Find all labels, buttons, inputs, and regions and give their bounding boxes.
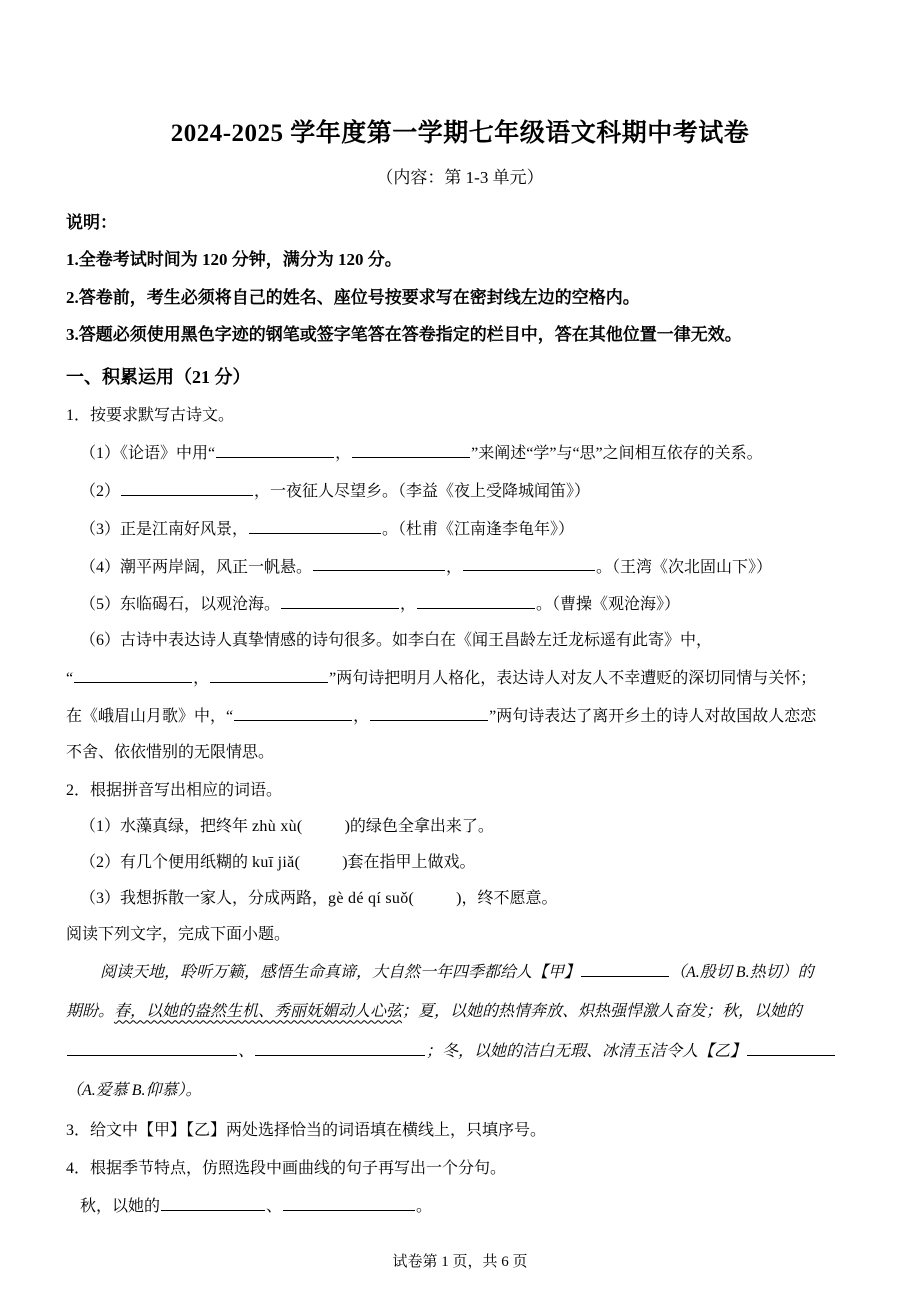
item-text-post: )的绿色全拿出来了。 <box>344 817 494 835</box>
reading-passage-line-4: （A.爱慕 B.仰慕）。 <box>66 1082 202 1100</box>
question-3-text: 给文中【甲】【乙】两处选择恰当的词语填在横线上，只填序号。 <box>90 1121 547 1139</box>
question-1-item-3 <box>66 504 854 542</box>
question-2-item-1 <box>66 803 854 839</box>
answer-blank[interactable] <box>249 516 381 534</box>
answer-blank[interactable] <box>370 703 488 721</box>
item-label: （2） <box>80 482 121 500</box>
question-4-answer-line <box>66 1181 854 1219</box>
answer-blank-yi[interactable] <box>747 1038 835 1056</box>
question-2-stem <box>66 765 854 803</box>
passage-text-b: ；夏，以她的热情奔放、炽热强悍激人奋发；秋，以她的 <box>402 1003 803 1021</box>
item-text-pre: 在《峨眉山月歌》中，“ <box>66 707 234 725</box>
reading-passage-line-3 <box>66 1026 854 1066</box>
question-2-text: 根据拼音写出相应的词语。 <box>90 781 283 799</box>
notice-line-1: 1.全卷考试时间为 120 分钟，满分为 120 分。 <box>66 250 402 270</box>
answer-line-post: 。 <box>416 1197 433 1215</box>
item-text-mid: ， <box>353 707 370 725</box>
answer-blank[interactable] <box>417 591 535 609</box>
question-1-item-6-line-3 <box>66 691 854 729</box>
pinyin-text: zhù xù( <box>252 817 303 835</box>
question-2-item-2 <box>66 839 854 875</box>
answer-blank[interactable] <box>313 554 445 572</box>
answer-blank[interactable] <box>67 1038 237 1056</box>
item-text-pre: 潮平两岸阔，风正一帆悬。 <box>120 558 313 576</box>
question-1-number: 1． <box>66 407 91 425</box>
question-3-number: 3． <box>66 1121 91 1139</box>
question-1-item-6-line-4: 不舍、依依惜别的无限情思。 <box>66 743 275 761</box>
item-text-pre: 有几个便用纸糊的 <box>120 853 253 871</box>
item-text-pre: 我想拆散一家人，分成两路， <box>120 889 329 907</box>
item-text-pre: 东临碣石，以观沧海。 <box>120 596 281 614</box>
page-subtitle: （内容：第 1-3 单元） <box>376 168 544 188</box>
item-label: （1） <box>80 444 121 462</box>
answer-blank[interactable] <box>210 665 328 683</box>
question-2-item-3 <box>66 875 854 911</box>
item-label: （3） <box>80 520 121 538</box>
question-1-item-4 <box>66 542 854 580</box>
question-1-item-1 <box>66 428 854 466</box>
answer-blank[interactable] <box>352 440 470 458</box>
quote-open: “ <box>66 669 74 687</box>
item-text-mid: ， <box>193 669 210 687</box>
pinyin-text: kuī jiǎ( <box>252 853 301 871</box>
item-label: （1） <box>80 817 121 835</box>
item-label: （2） <box>80 853 121 871</box>
answer-blank[interactable] <box>281 591 399 609</box>
item-text-post: ”来阐述“学”与“思”之间相互依存的关系。 <box>471 444 763 462</box>
item-text-pre: 《论语》中用“ <box>120 444 216 462</box>
answer-blank[interactable] <box>121 478 253 496</box>
item-text-post: )，终不愿意。 <box>456 889 558 907</box>
notice-line-2: 2.答卷前，考生必须将自己的姓名、座位号按要求写在密封线左边的空格内。 <box>66 287 640 307</box>
answer-blank[interactable] <box>463 554 595 572</box>
answer-line-pre: 秋，以她的 <box>80 1197 161 1215</box>
reading-instruction: 阅读下列文字，完成下面小题。 <box>66 925 291 943</box>
item-text-post: ”两句诗把明月人格化，表达诗人对友人不幸遭贬的深切同情与关怀； <box>329 669 817 687</box>
item-text-mid: 。（杜甫《江南逢李龟年》） <box>382 520 575 538</box>
notice-heading: 说明： <box>66 213 117 233</box>
item-text-post: 。（曹操《观沧海》） <box>536 596 681 614</box>
reading-passage-line-1 <box>66 947 854 987</box>
notice-line-3: 3.答题必须使用黑色字迹的钢笔或签字笔答在答卷指定的栏目中，答在其他位置一律无效。 <box>66 325 742 345</box>
passage-wavy-clause: 春，以她的盎然生机、秀丽妩媚动人心弦 <box>114 1003 403 1021</box>
pinyin-text: gè dé qí suǒ( <box>328 889 415 907</box>
item-text-mid: ， <box>446 558 463 576</box>
question-3-stem <box>66 1105 854 1143</box>
answer-blank-jia[interactable] <box>581 959 669 977</box>
passage-text-b: ；冬，以她的洁白无瑕、冰清玉洁令人【乙】 <box>426 1042 747 1060</box>
page-footer: 试卷第 1 页，共 6 页 <box>392 1253 528 1270</box>
passage-text-a: 期盼。 <box>66 1003 115 1021</box>
question-4-text: 根据季节特点，仿照选段中画曲线的句子再写出一个分句。 <box>90 1159 507 1177</box>
item-text-post: ”两句诗表达了离开乡土的诗人对故国故人恋恋 <box>489 707 817 725</box>
item-label: （3） <box>80 889 121 907</box>
item-text-post: 。（王湾《次北固山下》） <box>596 558 773 576</box>
section-heading-accumulation: 一、积累运用（21 分） <box>66 367 251 388</box>
passage-separator: 、 <box>238 1042 255 1060</box>
passage-options-jia: （A.殷切 B.热切）的 <box>670 963 814 981</box>
answer-blank[interactable] <box>161 1193 265 1211</box>
question-1-item-6-line-2 <box>66 653 854 691</box>
reading-passage-line-2 <box>66 986 854 1026</box>
item-text-mid: ，一夜征人尽望乡。（李益《夜上受降城闻笛》） <box>254 482 591 500</box>
answer-blank[interactable] <box>74 665 192 683</box>
answer-blank[interactable] <box>216 440 334 458</box>
question-2-number: 2． <box>66 781 91 799</box>
item-text-mid: ， <box>335 444 352 462</box>
answer-blank[interactable] <box>234 703 352 721</box>
question-1-item-5 <box>66 579 854 617</box>
question-4-number: 4． <box>66 1159 91 1177</box>
item-label: （5） <box>80 596 121 614</box>
question-1-item-2 <box>66 466 854 504</box>
question-1-item-6-line-1 <box>66 617 854 653</box>
item-text: 古诗中表达诗人真挚情感的诗句很多。如李白在《闻王昌龄左迁龙标遥有此寄》中， <box>120 632 713 650</box>
page-title: 2024-2025 学年度第一学期七年级语文科期中考试卷 <box>170 120 750 147</box>
item-text-post: )套在指甲上做戏。 <box>342 853 476 871</box>
answer-blank[interactable] <box>255 1038 425 1056</box>
question-4-stem <box>66 1143 854 1181</box>
answer-blank[interactable] <box>283 1193 415 1211</box>
passage-text-a: 阅读天地，聆听万籁，感悟生命真谛，大自然一年四季都给人【甲】 <box>100 963 581 981</box>
item-text-pre: 水藻真绿，把终年 <box>120 817 253 835</box>
answer-line-separator: 、 <box>266 1197 283 1215</box>
item-label: （4） <box>80 558 121 576</box>
item-text-mid: ， <box>400 596 417 614</box>
item-text-pre: 正是江南好风景， <box>120 520 249 538</box>
item-label: （6） <box>80 632 121 650</box>
question-1-text: 按要求默写古诗文。 <box>90 407 235 425</box>
question-1-stem <box>66 390 854 428</box>
